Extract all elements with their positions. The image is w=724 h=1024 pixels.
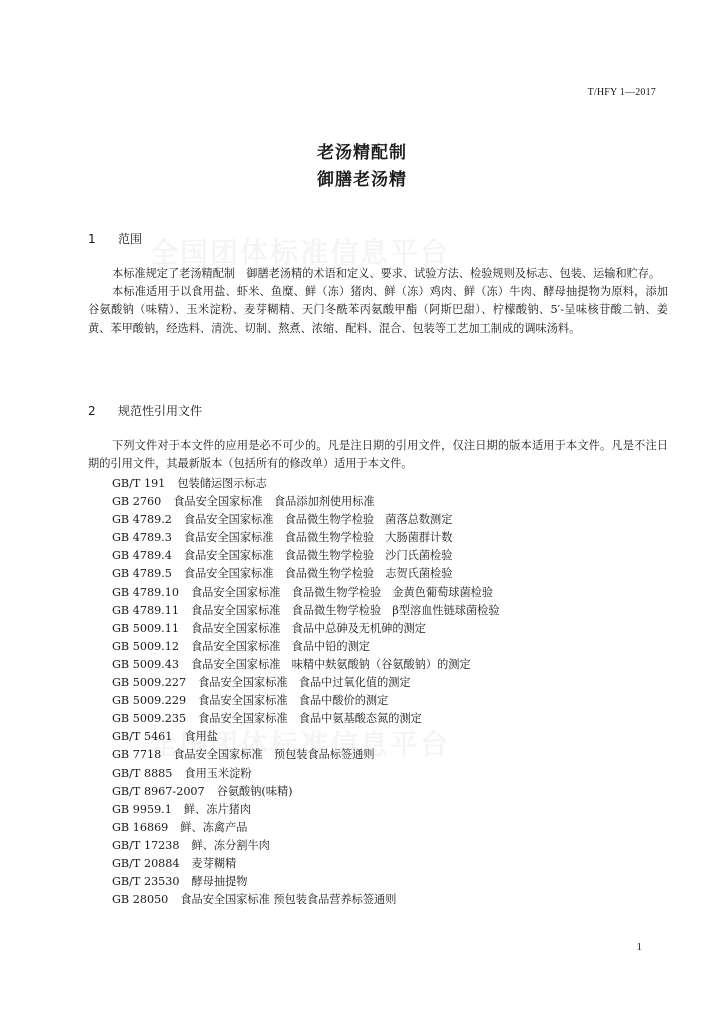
reference-code: GB 9959.1 <box>112 802 172 816</box>
reference-item <box>112 475 672 493</box>
reference-title: 食品安全国家标准 食品中氨基酸态氮的测定 <box>198 712 422 726</box>
reference-code: GB 5009.229 <box>112 694 187 708</box>
reference-code: GB/T 20884 <box>112 856 180 870</box>
reference-title: 谷氨酸钠(味精) <box>216 784 293 798</box>
reference-title: 食品安全国家标准 预包装食品营养标签通则 <box>180 893 397 907</box>
reference-code: GB 4789.3 <box>112 531 172 545</box>
reference-title: 食品安全国家标准 食品微生物学检验 β型溶血性链球菌检验 <box>190 603 500 617</box>
reference-item <box>112 493 672 511</box>
reference-title: 食品安全国家标准 食品微生物学检验 金黄色葡萄球菌检验 <box>190 585 494 599</box>
reference-title: 食品安全国家标准 食品微生物学检验 大肠菌群计数 <box>183 531 453 545</box>
reference-item <box>112 602 672 620</box>
reference-code: GB 5009.43 <box>112 657 179 671</box>
section-1-number: 1 <box>88 232 96 246</box>
reference-title: 食用玉米淀粉 <box>184 766 252 780</box>
reference-code: GB/T 23530 <box>112 875 180 889</box>
reference-title: 鲜、冻分割牛肉 <box>191 838 270 852</box>
reference-item <box>112 891 672 909</box>
reference-item <box>112 746 672 764</box>
reference-code: GB 5009.227 <box>112 676 187 690</box>
reference-code: GB 4789.4 <box>112 549 172 563</box>
reference-item <box>112 529 672 547</box>
reference-item <box>112 783 672 801</box>
reference-item <box>112 873 672 891</box>
reference-item <box>112 565 672 583</box>
reference-title: 食用盐 <box>184 730 218 744</box>
reference-title: 食品安全国家标准 味精中麸氨酸钠（谷氨酸钠）的测定 <box>190 657 471 671</box>
reference-title: 食品安全国家标准 食品添加剂使用标准 <box>173 495 375 509</box>
reference-code: GB 7718 <box>112 748 162 762</box>
reference-code: GB/T 8967-2007 <box>112 784 205 798</box>
reference-title: 食品安全国家标准 食品微生物学检验 志贺氏菌检验 <box>183 567 453 581</box>
reference-code: GB 4789.5 <box>112 567 172 581</box>
reference-code: GB 5009.11 <box>112 621 179 635</box>
reference-code: GB 16869 <box>112 820 169 834</box>
section-1-paragraph: 本标准适用于以食用盐、虾米、鱼糜、鲜（冻）猪肉、鲜（冻）鸡肉、鲜（冻）牛肉、酵母抽提物为原料，添加谷氨酸钠（味精）、玉米淀粉、麦芽糊精、天门冬酰苯丙氨酸甲酯（阿斯巴甜）、柠檬酸钠、5′-呈味核苷酸二钠、姜黄、苯甲酸钠，经选料、清洗、切制、熬煮、浓缩、配料、混合、包装等工艺加工制成的调味汤料。 <box>88 285 668 335</box>
title-line-1: 老汤精配制 <box>317 143 407 163</box>
reference-title: 鲜、冻片猪肉 <box>183 802 252 816</box>
section-1-heading <box>88 230 142 247</box>
reference-code: GB 4789.11 <box>112 603 179 617</box>
reference-title: 食品安全国家标准 预包装食品标签通则 <box>173 748 375 762</box>
reference-title: 包装储运图示标志 <box>177 477 267 490</box>
section-1-paragraph: 本标准规定了老汤精配制 御膳老汤精的术语和定义、要求、试验方法、检验规则及标志、包装、运输和贮存。 <box>112 267 661 280</box>
reference-item <box>112 819 672 837</box>
reference-item <box>112 692 672 710</box>
reference-item <box>112 765 672 783</box>
title-line-2: 御膳老汤精 <box>317 170 407 190</box>
reference-code: GB/T 191 <box>112 477 166 490</box>
reference-code: GB 4789.10 <box>112 585 179 599</box>
reference-title: 食品安全国家标准 食品中铅的测定 <box>190 639 370 653</box>
reference-item <box>112 801 672 819</box>
reference-code: GB 5009.12 <box>112 639 179 653</box>
reference-code: GB/T 5461 <box>112 730 173 744</box>
reference-title: 食品安全国家标准 食品中总砷及无机砷的测定 <box>190 621 426 635</box>
section-2-number: 2 <box>88 404 96 418</box>
reference-title: 食品安全国家标准 食品中酸价的测定 <box>198 694 389 708</box>
reference-list <box>112 475 672 909</box>
section-1-title: 范围 <box>118 232 143 246</box>
reference-title: 酵母抽提物 <box>191 875 248 889</box>
reference-item <box>112 855 672 873</box>
section-2-body <box>88 437 668 473</box>
reference-title: 食品安全国家标准 食品中过氧化值的测定 <box>198 676 411 690</box>
reference-code: GB 28050 <box>112 893 169 907</box>
page-number: 1 <box>636 941 642 953</box>
reference-code: GB/T 8885 <box>112 766 173 780</box>
reference-title: 食品安全国家标准 食品微生物学检验 沙门氏菌检验 <box>183 549 453 563</box>
reference-code: GB 5009.235 <box>112 712 187 726</box>
reference-item <box>112 710 672 728</box>
reference-item <box>112 511 672 529</box>
reference-item <box>112 674 672 692</box>
standard-code: T/HFY 1—2017 <box>587 87 656 98</box>
reference-code: GB 4789.2 <box>112 513 172 527</box>
reference-item <box>112 584 672 602</box>
reference-item <box>112 547 672 565</box>
reference-title: 麦芽糊精 <box>191 856 237 870</box>
reference-item <box>112 638 672 656</box>
document-title <box>0 140 724 194</box>
reference-item <box>112 728 672 746</box>
reference-item <box>112 656 672 674</box>
section-1-body <box>88 265 668 338</box>
reference-code: GB 2760 <box>112 495 162 509</box>
reference-item <box>112 837 672 855</box>
reference-code: GB/T 17238 <box>112 838 180 852</box>
section-2-heading <box>88 402 202 419</box>
section-2-paragraph: 下列文件对于本文件的应用是必不可少的。凡是注日期的引用文件，仅注日期的版本适用于本文件。凡是不注日期的引用文件，其最新版本（包括所有的修改单）适用于本文件。 <box>88 439 668 471</box>
reference-title: 食品安全国家标准 食品微生物学检验 菌落总数测定 <box>183 513 453 527</box>
section-2-title: 规范性引用文件 <box>118 404 203 418</box>
reference-title: 鲜、冻禽产品 <box>180 820 248 834</box>
reference-item <box>112 620 672 638</box>
